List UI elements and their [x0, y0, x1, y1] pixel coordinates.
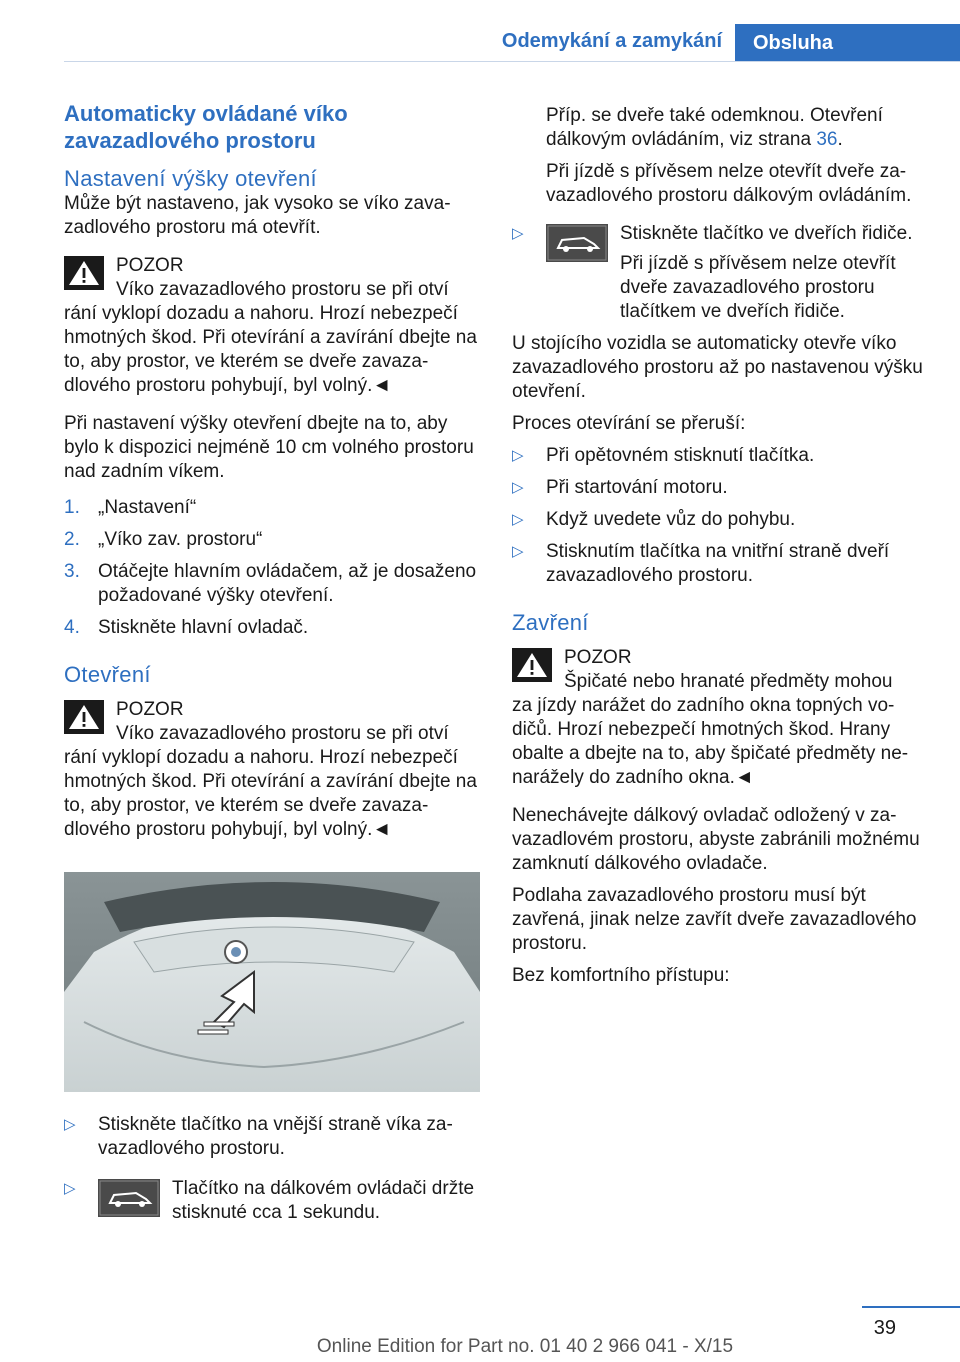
- open-methods-list: [64, 1113, 480, 1161]
- page-reference-link[interactable]: 36: [816, 129, 838, 150]
- paragraph: Proces otevírání se přeruší:: [512, 413, 746, 434]
- list-item: 3. Otáčejte hlavním ovládačem, až je dosaženo požadované výšky otevření.: [64, 561, 477, 606]
- warning-text: Špičaté nebo hranaté předměty mohou: [564, 671, 893, 692]
- paragraph: Nenechávejte dálkový ovladač odložený v zavazadlovém prostoru, abyste zabránili možnému zamknutí dálkového ovladače.: [512, 805, 920, 874]
- triangle-bullet-icon: ▷: [512, 543, 524, 560]
- triangle-bullet-icon: ▷: [512, 511, 524, 528]
- warning-block: [64, 254, 480, 398]
- section-title: Automaticky ovládané víko zavazadlového prostoru: [64, 101, 348, 153]
- paragraph: Příp. se dveře také odemknou. Otevření dálkovým ovládáním, viz strana 36.: [546, 105, 883, 150]
- list-item: ▷ Při startování motoru.: [512, 477, 728, 498]
- edition-footer: Online Edition for Part no. 01 40 2 966 041 - X/15: [316, 1336, 734, 1357]
- steps-list: [64, 496, 480, 640]
- driver-door-trunk-button-icon: [546, 224, 608, 262]
- warning-icon: [64, 700, 104, 734]
- interrupt-conditions-list: [512, 444, 928, 588]
- footer-rule: [862, 1306, 960, 1308]
- list-item: 2. „Víko zav. prostoru“: [64, 529, 263, 550]
- header-chapter-tab: Obsluha: [735, 24, 960, 62]
- paragraph: Může být nastaveno, jak vysoko se víko zavazadlového prostoru má otevřít.: [64, 193, 451, 238]
- header-rule: [64, 61, 960, 62]
- warning-block: [64, 698, 480, 842]
- list-item: [512, 222, 928, 324]
- list-item: ▷ Stisknutím tlačítka na vnitřní straně dveří zavazadlového prostoru.: [512, 541, 890, 586]
- list-item: 4. Stiskněte hlavní ovladač.: [64, 617, 309, 638]
- list-item: 1. „Nastavení“: [64, 497, 197, 518]
- paragraph: Při nastavení výšky otevření dbejte na to, aby bylo k dispozici nejméně 10 cm volného prostoru nad zadním víkem.: [64, 413, 474, 482]
- right-column: [512, 104, 928, 996]
- warning-text: Víko zavazadlového prostoru se při otví: [116, 279, 449, 300]
- paragraph: Podlaha zavazadlového prostoru musí být zavřená, jinak nelze zavřít dveře zavazadlového prostoru.: [512, 885, 917, 954]
- warning-text: rání vyklopí dozadu a nahoru. Hrozí nebezpečí hmotných škod. Při otevírání a zavírání dbejte na to, aby prostor, ve kterém se dveře zavazadlového prostoru pohybují, byl volný.◄: [64, 303, 477, 396]
- heading-closing: Zavření: [512, 610, 589, 635]
- instruction-text: Při jízdě s přívěsem nelze otevřít dveře zavazadlového prostoru tlačítkem ve dveřích řidiče.: [620, 253, 896, 322]
- triangle-bullet-icon: ▷: [64, 1180, 76, 1197]
- list-item: ▷ Když uvedete vůz do pohybu.: [512, 509, 796, 530]
- heading-opening: Otevření: [64, 662, 151, 687]
- warning-label: POZOR: [564, 647, 632, 668]
- list-item: [64, 1177, 480, 1225]
- paragraph: Při jízdě s přívěsem nelze otevřít dveře zavazadlového prostoru dálkovým ovládáním.: [546, 161, 912, 206]
- warning-block: [512, 646, 928, 790]
- warning-text: za jízdy narážet do zadního okna topných vodičů. Hrozí nebezpečí hmotných škod. Hrany obalte a dbejte na to, aby špičaté předměty nenarážely do zadního okna.◄: [512, 695, 909, 788]
- warning-label: POZOR: [116, 255, 184, 276]
- left-column: [64, 100, 480, 1233]
- warning-text: Víko zavazadlového prostoru se při otví: [116, 723, 449, 744]
- warning-text: rání vyklopí dozadu a nahoru. Hrozí nebezpečí hmotných škod. Při otevírání a zavírání dbejte na to, aby prostor, ve kterém se dveře zavazadlového prostoru pohybují, byl volný.◄: [64, 747, 477, 840]
- paragraph: Bez komfortního přístupu:: [512, 965, 730, 986]
- remote-trunk-button-icon: [98, 1179, 160, 1217]
- list-item: ▷ Při opětovném stisknutí tlačítka.: [512, 445, 815, 466]
- page-header: [0, 24, 960, 62]
- trunk-lid-illustration: [64, 872, 480, 1092]
- paragraph: U stojícího vozidla se automaticky otevře víko zavazadlového prostoru až po nastavenou výšku otevření.: [512, 333, 923, 402]
- triangle-bullet-icon: ▷: [512, 447, 524, 464]
- header-section-title: Odemykání a zamykání: [501, 30, 722, 52]
- warning-icon: [64, 256, 104, 290]
- list-item: ▷ Stiskněte tlačítko na vnější straně víka zavazadlového prostoru.: [64, 1114, 453, 1159]
- triangle-bullet-icon: ▷: [512, 479, 524, 496]
- warning-label: POZOR: [116, 699, 184, 720]
- instruction-text: Tlačítko na dálkovém ovládači držte stisknuté cca 1 sekundu.: [172, 1178, 475, 1223]
- page-number: 39: [873, 1317, 896, 1339]
- heading-opening-height: Nastavení výšky otevření: [64, 166, 317, 191]
- instruction-text: Stiskněte tlačítko ve dveřích řidiče.: [620, 223, 913, 244]
- triangle-bullet-icon: ▷: [512, 225, 524, 242]
- triangle-bullet-icon: ▷: [64, 1116, 76, 1133]
- warning-icon: [512, 648, 552, 682]
